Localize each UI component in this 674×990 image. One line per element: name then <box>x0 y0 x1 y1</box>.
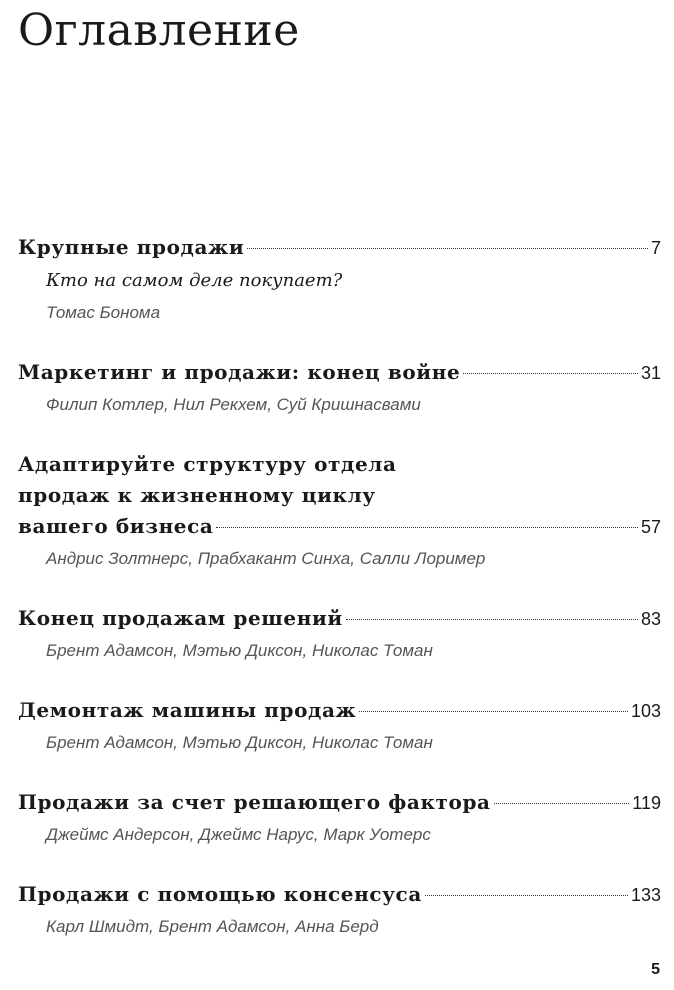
toc-entry <box>18 879 661 943</box>
toc-page-number: 83 <box>640 609 661 629</box>
dot-leader <box>216 527 637 528</box>
page-folio-number: 5 <box>651 961 660 978</box>
dot-leader <box>425 895 628 896</box>
toc-entry-title-line <box>18 357 661 389</box>
toc-page-number: 103 <box>630 701 661 721</box>
toc-entry-title: вашего бизнеса <box>18 514 214 538</box>
page-title: Оглавление <box>18 5 300 56</box>
toc-entry-title-line <box>18 603 661 635</box>
toc-entry-subtitle: Кто на самом деле покупает? <box>46 270 343 291</box>
toc-page-number: 7 <box>650 238 661 258</box>
dot-leader <box>346 619 638 620</box>
toc-entry-title: Крупные продажи <box>18 235 245 259</box>
toc-entry-title-line-1: Адаптируйте структуру отдела <box>18 452 397 476</box>
toc-entry-title-line <box>18 787 661 819</box>
dot-leader <box>247 248 648 249</box>
toc-entry-authors: Брент Адамсон, Мэтью Диксон, Николас Томан <box>46 641 433 660</box>
toc-entry <box>18 787 661 851</box>
toc-page-number: 133 <box>630 885 661 905</box>
toc-entry-title-line <box>18 695 661 727</box>
toc-entry-authors: Джеймс Андерсон, Джеймс Нарус, Марк Уотерс <box>46 825 431 844</box>
toc-entry-title-line-2: продаж к жизненному циклу <box>18 483 376 507</box>
toc-entry-authors: Томас Бонома <box>46 303 161 322</box>
toc-entry-title: Демонтаж машины продаж <box>18 698 357 722</box>
toc-entry-title: Продажи с помощью консенсуса <box>18 882 422 906</box>
table-of-contents <box>18 232 661 971</box>
toc-entry-title: Конец продажам решений <box>18 606 343 630</box>
toc-entry <box>18 232 661 329</box>
toc-entry-title-line <box>18 879 661 911</box>
toc-page-number: 57 <box>640 517 661 537</box>
dot-leader <box>463 373 638 374</box>
toc-entry-title-line <box>18 511 661 543</box>
toc-entry <box>18 695 661 759</box>
toc-entry-title: Маркетинг и продажи: конец войне <box>18 360 461 384</box>
toc-entry <box>18 357 661 421</box>
toc-entry-title-line <box>18 232 661 264</box>
toc-entry <box>18 449 661 575</box>
toc-entry-authors: Брент Адамсон, Мэтью Диксон, Николас Томан <box>46 733 433 752</box>
dot-leader <box>494 803 630 804</box>
toc-page-number: 31 <box>640 363 661 383</box>
dot-leader <box>359 711 628 712</box>
toc-entry-title: Продажи за счет решающего фактора <box>18 790 491 814</box>
toc-entry-authors: Андрис Золтнерс, Прабхакант Синха, Салли Лоример <box>46 549 486 568</box>
toc-entry-authors: Филип Котлер, Нил Рекхем, Суй Кришнасвами <box>46 395 421 414</box>
toc-page-number: 119 <box>632 793 661 813</box>
toc-entry-authors: Карл Шмидт, Брент Адамсон, Анна Берд <box>46 917 379 936</box>
toc-entry <box>18 603 661 667</box>
